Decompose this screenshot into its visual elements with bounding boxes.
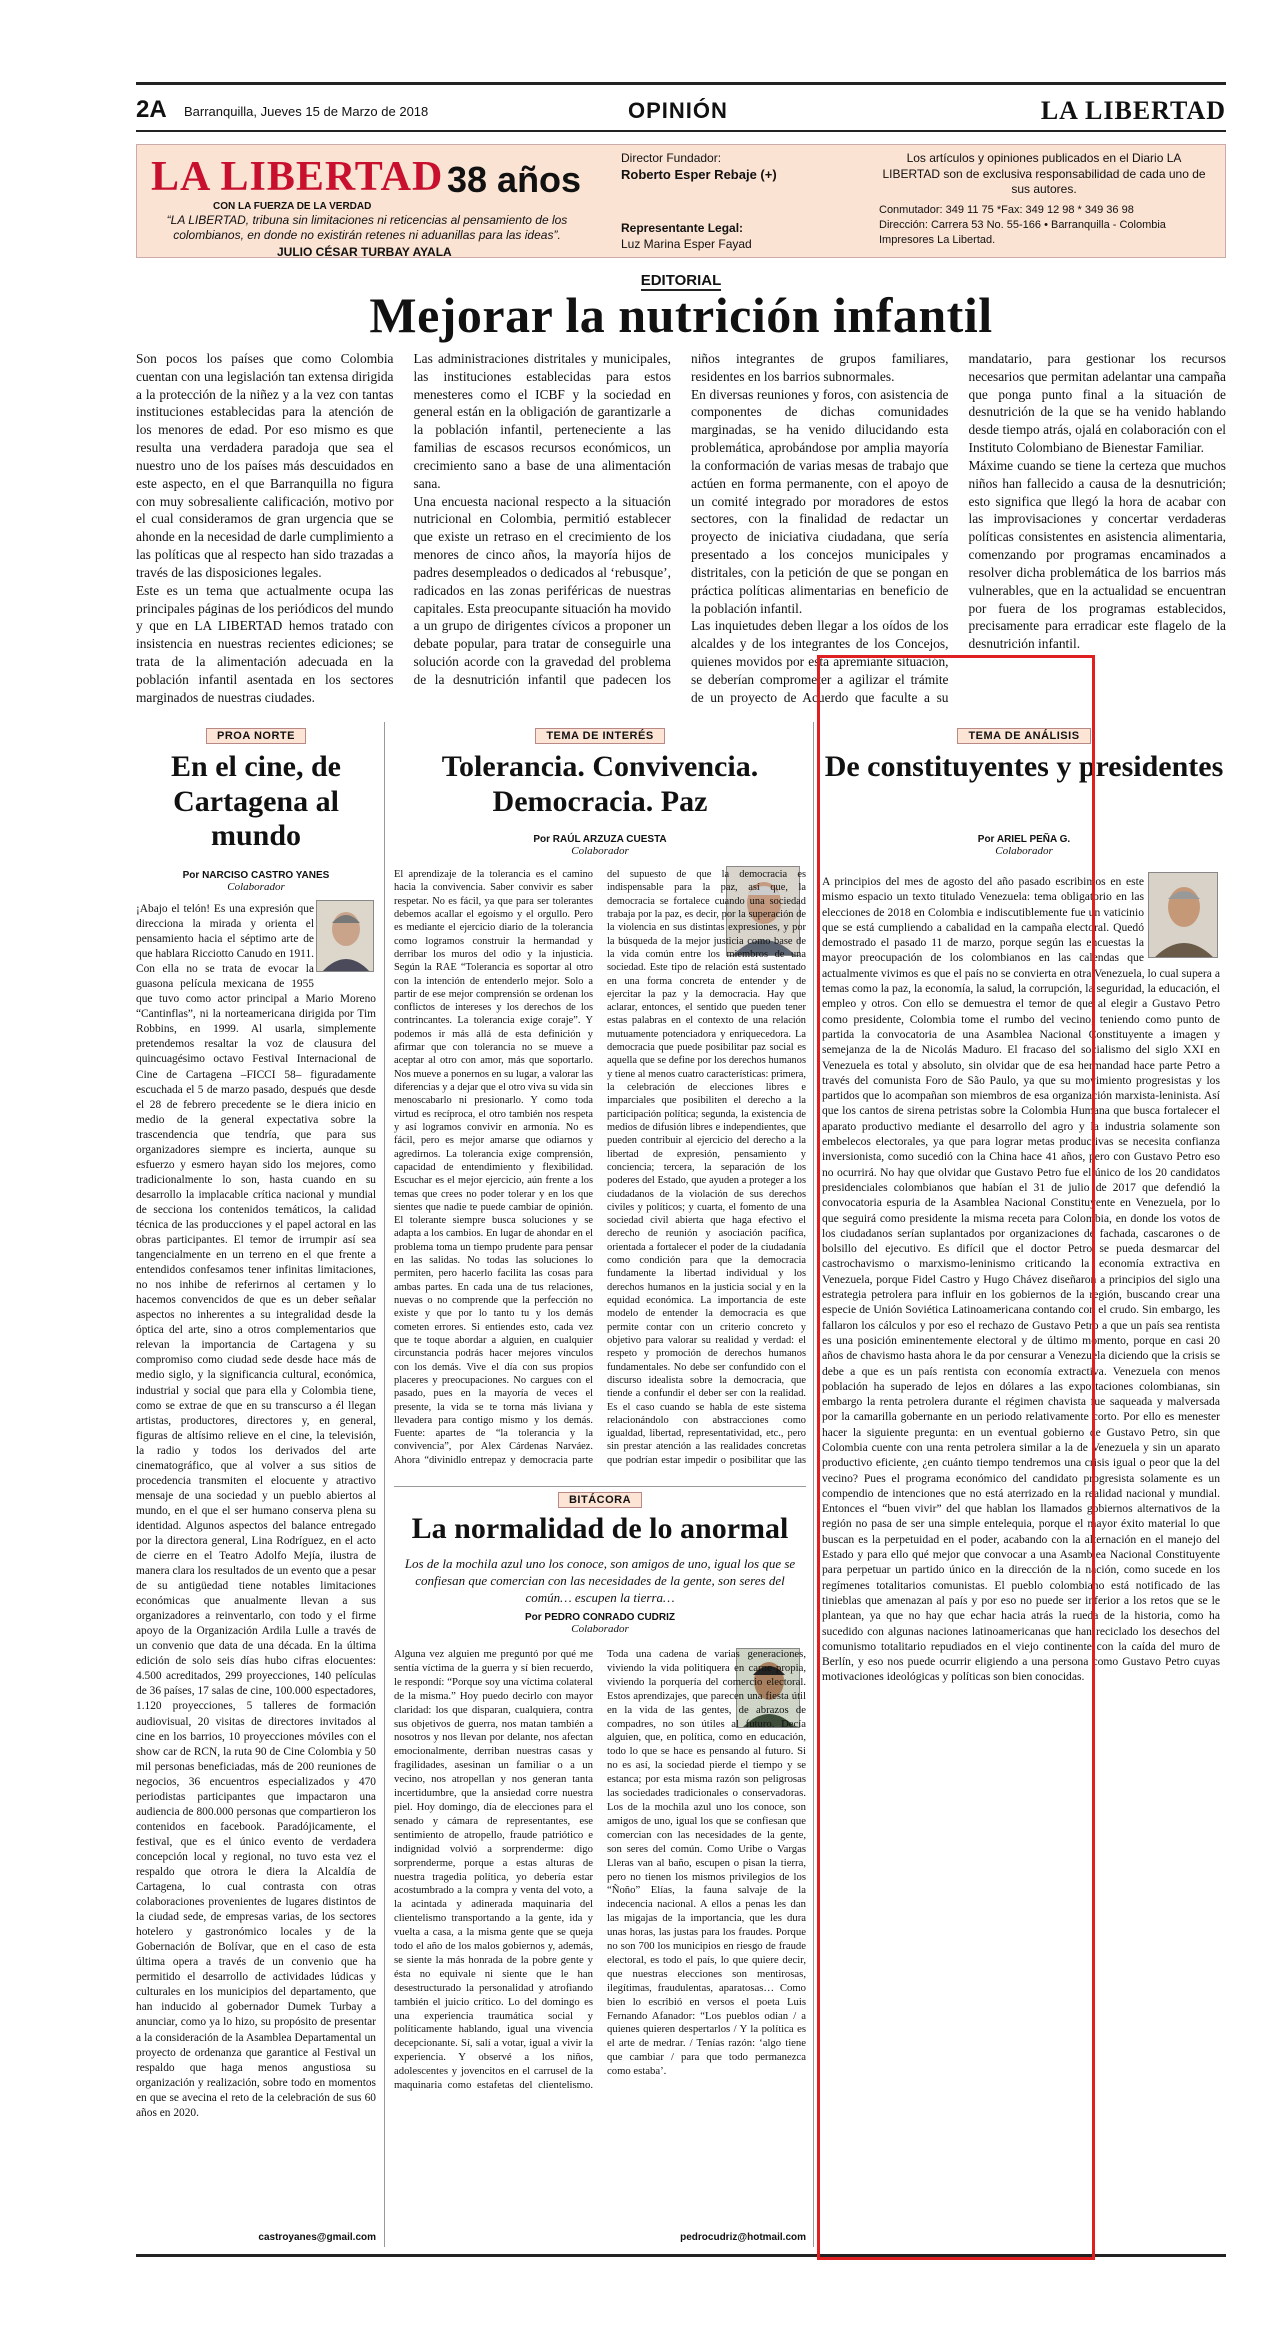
col1-email: castroyanes@gmail.com: [258, 2232, 376, 2243]
editorial-paragraph: En diversas reuniones y foros, con asistencia de componentes de dichas comunidades marginadas, se ha venido dilucidando esta problemática, aprobándose por amplia mayoría la conformación de varias mesas de trabajo que actúen en forma permanente, con el apoyo de un comité integrado por moradores de estos sectores, con la finalidad de redactar un proyecto de iniciativa ciudadana, que sería presentado a los concejos municipales y distritales, con la petición de que se pongan en práctica políticas alimentarias en beneficio de la población infantil.: [691, 386, 949, 616]
editorial-paragraph: Las administraciones distritales y municipales, las instituciones establecidas para estos menesteres como el ICBF y la sociedad en general están en la obligación de garantizarle a la población infantil, perteneciente a las familias de escasos recursos económicos, un crecimiento sano a base de una alimentación sana.: [413, 351, 671, 491]
col2-text: El aprendizaje de la tolerancia es el camino hacia la convivencia. Saber convivir es saber respetar. No es fácil, ya que para ser tolerantes debemos acallar el egoísmo y el orgullo. Pero es mediante el ejercicio diario de la tolerancia como logramos construir la hermandad y derribar los muros del odio y la injusticia. Según la RAE “Tolerancia es soportar al otro con la intención de entenderlo mejor. Solo a partir de ese mejor comprensión se ordenan los conflictos de intereses y los derechos de los contrincantes. La tolerancia exige coraje”. Y podemos ir más allá de esta definición y afirmar que con tolerancia no se mueve a aceptar al otro con amor, más que soportarlo. Nos mueve a ponernos en su lugar, a valorar las diferencias y a dejar que el otro viva su vida sin menoscabarlo ni presionarlo. Y como toda virtud es recíproca, el otro también nos respeta y así logramos convivir en armonía. No es fácil, pero es mejor amarse que odiarnos y agredirnos. La tolerancia exige comprensión, capacidad de entendimiento y flexibilidad. Escuchar es el mejor ejercicio, aún frente a los temas que crees no poder tolerar y en los que sientes que nadie te puede cambiar de opinión. El tolerante siempre busca soluciones y se adapta a los cambios. En lugar de ahondar en el problema toma un tiempo prudente para pensar en las salidas. No todas las soluciones lo permiten, pero hacerlo facilita las cosas para ambas partes. En cada una de tus relaciones, nuevas o no comprende que la perfección no existe y que por lo tanto tu y los demás cometen errores. Si entiendes esto, cada vez que te toque abordar a alguien, en cualquier circunstancia podrás hacer mejores vínculos con los demás. Vive el día con sus propios placeres y preocupaciones. No cargues con el pasado, pues en la mayoría de veces el presente, la vida se te torna más liviana y llevadera para contigo mismo y los demás. Fuente: apartes de “la tolerancia y la convivencia”, por Alex Cárdenas Narváez. Ahora “divinidlo entrepaz y democracia parte del supuesto de que la democracia es indispensable para la paz, así que, la democracia se fortalece cuando una sociedad trabaja por la paz, es decir, por la superación de la violencia en sus distintas expresiones, y por la búsqueda de la mejor justicia como base de la vida común entre los miembros de una sociedad. Este tipo de relación está sustentado en una forma concreta de entender y de ejercitar la paz y la democracia. Hay que aclarar, entonces, el sentido que pueden tener estas palabras en el contexto de una relación mutuamente potenciadora y enriquecedora. La democracia que puede posibilitar paz social es aquella que se define por los derechos humanos y tiene al menos cuatro características: primera, la celebración de elecciones libres e imparciales que posibiliten el derecho a la participación política; segunda, la existencia de medios de difusión libres e independientes, que pueden contribuir al ejercicio del derecho a la libertad de expresión, pensamiento y conciencia; tercera, la separación de los poderes del Estado, que ayuden a proteger a los ciudadanos de la violación de sus derechos civiles y políticos; y cuarta, el fomento de una sociedad civil abierta que haga efectivo el derecho de reunión y asociación pacífica, orientada a fortalecer el poder de la ciudadanía como condición para que la democracia fundamente la libertad individual y los derechos humanos en la justicia social y en la equidad económica. La importancia de este modelo de entender la democracia es que permite contar con un criterio concreto y objetivo para valorar su realidad y verdad: el respeto y promoción de derechos humanos fundamentales. No debe ser confundido con el discurso idealista sobre la democracia, que tiende a confundir el deber ser con la realidad. Es el caso cuando se habla de este sistema relacionándolo con abstracciones como igualdad, libertad, representatividad, etc., pero sin prestar atención a las realidades concretas que podrían estar impedir o posibilitar que las: [394, 869, 806, 1466]
editorial-label: EDITORIAL: [640, 272, 722, 289]
col1-role: Colaborador: [227, 881, 285, 893]
col3-body: [394, 1648, 806, 2236]
col1-author: Por NARCISO CASTRO YANES: [182, 870, 330, 881]
editorial-paragraph: Una encuesta nacional respecto a la situación nutricional en Colombia, permitió establecer que existe un retraso en el crecimiento de los menores de cinco años, la mayoría hijos de padres desempleados o dedicados al ‘rebusque’, radicados en las zonas periféricas de nuestras capitales. Esta preocupante situación ha movido a un grupo de dirigentes cívicos a proponer un debate popular, para tratar de conseguirle una solución acorde con la gravedad del problema de la desnutrición infantil que padecen los niños integrantes de grupos familiares, residentes en los barrios subnormales.: [413, 351, 949, 687]
col3-email: pedrocudriz@hotmail.com: [680, 2232, 806, 2243]
editorial-paragraph: Son pocos los países que como Colombia cuentan con una legislación tan extensa dirigida a la protección de la niñez y a la vez con tantas instituciones establecidas para la atención de los menores de edad. Por eso mismo es que resulta una verdadera paradoja que sea el nuestro uno de los países más descuidados en este aspecto, en el que Barranquilla no figura con muy sobresaliente calificación, motivo por el cual consideramos de gran urgencia que se ahonde en la necesidad de darle cumplimiento a las políticas que al respecto han sido trazadas a través de las disposiciones legales.: [136, 351, 394, 580]
representative-label: Representante Legal:: [621, 221, 744, 235]
col1-photo-space: [314, 902, 376, 980]
director-name: Roberto Esper Rebaje (+): [621, 166, 777, 182]
editorial-paragraph: Las inquietudes deben llegar a los oídos de los alcaldes y de los integrantes de los Concejos, quienes movidos por esta apremiante situación, se deberían comprometer a agilizar el trámite de un proyecto de Acuerdo que faculte a su mandatario, para gestionar los recursos necesarios que permitan adelantar una campaña que ponga punto final a la situación de desnutrición de la que se ha venido hablando desde tiempo atrás, ojalá en colaboración con el Instituto Colombiano de Bienestar Familiar.: [691, 351, 1226, 705]
masthead-tagline: CON LA FUERZA DE LA VERDAD: [213, 201, 372, 212]
col2-label-wrap: [394, 728, 806, 744]
col4-role: Colaborador: [995, 845, 1053, 857]
masthead: [136, 144, 1226, 258]
col2-byline: [394, 834, 806, 857]
page-header: [136, 96, 1226, 126]
editorial-title: Mejorar la nutrición infantil: [369, 287, 993, 343]
director-label: Director Fundador:: [621, 151, 722, 165]
column-rule: [384, 722, 385, 2247]
col1-byline: [136, 870, 376, 893]
director-block: [621, 151, 777, 183]
editorial-paragraph: Este es un tema que actualmente ocupa las principales páginas de los periódicos del mundo y que en LA LIBERTAD hemos tratado con insistencia en nuestras recientes ediciones; se trata de la alimentación adecuada en la población infantil asentada en los sectores marginados de nuestras ciudades.: [136, 582, 394, 705]
col2-author: Por RAÚL ARZUZA CUESTA: [533, 834, 667, 845]
contact-block: [879, 203, 1219, 248]
col3-label: BITÁCORA: [558, 1492, 642, 1508]
address-line: Dirección: Carrera 53 No. 55-166 • Barranquilla - Colombia: [879, 218, 1166, 231]
highlight-box: [817, 655, 1095, 2260]
col3-role: Colaborador: [571, 1623, 629, 1635]
brand-name: LA LIBERTAD: [1040, 96, 1226, 125]
top-rule: [136, 82, 1226, 85]
col3-label-wrap: [394, 1492, 806, 1508]
col4-author: Por ARIEL PEÑA G.: [977, 834, 1071, 845]
col4-text: A principios del mes de agosto del año pasado escribimos en este mismo espacio un texto titulado Venezuela: tema obligatorio en las elecciones de 2018 en Colombia e indiscutiblemente fue un vaticinio que se está cumpliendo a cabalidad en la campaña electoral. Quedó demostrado el pasado 11 de marzo, porque según las encuestas la mayor preocupación de los colombianos en las calendas que actualmente vivimos es que el país no se convierta en otra Venezuela, lo cual supera a temas como la paz, la economía, la salud, la corrupción, la seguridad, la educación, el empleo y otros. Con ello se demuestra el temor de que al elegir a Gustavo Petro como presidente, Colombia tome el rumbo del vecino, teniendo como punto de partida la convocatoria de una Asamblea Nacional Constituyente a imagen y semejanza de la de Nicolás Maduro. El fracaso del socialismo del siglo XXI en Venezuela es total y absoluto, sin olvidar que de esa hermandad hace parte Petro a través del comunista Foro de São Paulo, ya que su movimiento progresistas y los partidos que lo acompañan son miembros de esa organización marxista-leninista. Así que los cantos de sirena petristas sobre la Colombia Humana que busca fortalecer el aparato productivo mediante el desarrollo del agro y la industria solamente son embelecos electorales, ya que para lograr metas productivas se necesita confianza inversionista, como sucedió con la China hace 41 años, pero con Gustavo Petro eso no ocurrirá. No hay que olvidar que Gustavo Petro fue el único de los 20 candidatos presidenciales colombianos que habían el 31 de julio de 2017 que defendió la convocatoria espuria de la Asamblea Nacional Constituyente en Venezuela, por lo que seguirá como presidente la misma receta para Colombia, en donde los votos de los ciudadanos serían suplantados por organizaciones de fachada, cascarones o de bolsillo del ejecutivo. Es difícil que el doctor Petro se pueda desmarcar del castrochavismo o marxismo-leninismo criticando la economía extractiva en Venezuela, porque Fidel Castro y Hugo Chávez diseñaron a principios del siglo una estrategia petrolera para influir en los gobiernos de la región, buscando crear una especie de Unión Soviética Latinoamericana contando con el crudo. Sin embargo, les fallaron los cálculos y por eso el rechazo de Gustavo Petro a que un país sea rentista es una posición eminentemente electoral y de último momento, porque en casi 20 años de chavismo hasta ahora le da por censurar a Venezuela diciendo que la crisis se debe a que es un país rentista con economía extractiva. Venezuela con menos población ha superado de lejos en dólares a las exportaciones colombianas, sin embargo la renta petrolera durante el régimen chavista fue saqueada y malversada por la camarilla gobernante en un periodo relativamente corto. Por ello es menester hacer la siguiente pregunta: en un eventual gobierno de Gustavo Petro, sin que Colombia cuente con una renta petrolera similar a la de Venezuela y sin un aparato productivo eficiente, ¿en cuánto tiempo tendremos una crisis igual o peor que la del vecino? Pues el programa económico del candidato progresista solamente es un compendio de intenciones que no está aterrizado en la realidad nacional y mundial. Entonces el “buen vivir” del que hablan los llamados gobiernos alternativos de la región no pasa de ser una simple entelequia, porque el mayor éxito material lo que buscan es la perpetuidad en el poder, acabando con la alternación en el manejo del Estado y para ello qué mejor que convocar a una Asamblea Nacional Constituyente para perpetuar un partido único en la dirección de la nación, como sucede en los regímenes totalitarios comunistas. El pueblo colombiano está notificado de las tinieblas que amenazan al país y por eso no puede ser inferior a los retos que se le plantean, ya que no hay que echar hacia atrás la rueda de la historia, como ha sucedido con algunas naciones latinoamericanas que han reciclado los desechos del comunismo totalitario repudiados en el viejo continente con la caída del muro de Berlín, y eso nos puede ocurrir eligiendo a una persona como Gustavo Petro cuyas motivaciones ideológicas y políticas son bien conocidas.: [822, 875, 1220, 1684]
col2-role: Colaborador: [571, 845, 629, 857]
column-rule: [813, 722, 814, 2247]
col1-body: [136, 902, 376, 2222]
disclaimer: Los artículos y opiniones publicados en el Diario LA LIBERTAD son de exclusiva responsabilidad de cada uno de sus autores.: [882, 151, 1206, 197]
page-number: 2A: [136, 96, 167, 123]
col1-label: PROA NORTE: [206, 728, 306, 744]
col1-title: En el cine, de Cartagena al mundo: [171, 750, 341, 852]
phone-line: Conmutador: 349 11 75 *Fax: 349 12 98 * 349 36 98: [879, 204, 1134, 216]
representative-name: Luz Marina Esper Fayad: [621, 236, 752, 251]
editorial-paragraph: Máxime cuando se tiene la certeza que muchos niños han fallecido a causa de la desnutrición; esto significa que llegó la hora de acabar con las improvisaciones y concertar verdaderas políticas consistentes en asistencia alimentaria, comenzando por programas encaminados a resolver dicha problemática de los barrios más vulnerables, que en la actualidad se encuentran por fuera de los programas establecidos, precisamente para erradicar este flagelo de la desnutrición infantil.: [968, 457, 1226, 652]
col2-body: [394, 868, 806, 1480]
anniversary-years: 38 años: [447, 159, 582, 200]
header-rule: [136, 130, 1226, 132]
col3-text: Alguna vez alguien me preguntó por qué me sentía víctima de la guerra y sí bien recuerdo, le respondí: “Porque soy una víctima colateral de la misma.” Hoy puedo decirlo con mayor claridad: los que disparan, cualquiera, contra sus objetivos de guerra, nos matan también a nosotros y nos llevan por delante, nos afectan emocionalmente, derriban nuestras casas y fragilidades, asesinan un familiar o a un vecino, nos atropellan y nos generan tanta incertidumbre, que la ansiedad corre nuestra piel. Hoy domingo, día de elecciones para el senado y cámara de representantes, ese sentimiento de atropello, fraude patriótico e indignidad volvió a sorprenderme: digo sorprenderme, porque a estas alturas de nuestra tragedia política, yo debería estar acostumbrado a la compra y venta del voto, a la acintada y adinerada maquinaria del clientelismo transportando a la gente, ida y vuelta a casa, a la misma gente que se queja todo el año de los malos gobiernos y, además, se siente la más honrada de la pobre gente y ésta no equivale ni siente que le han desestructurado la personalidad y atrofiando también el juicio crítico. Lo del domingo es una experiencia traumática social y políticamente hablando, igual una vivencia decepcionante. Sí, salí a votar, igual a vivir la experiencia. Y observé a los niños, adolescentes y jovencitos en el carrusel de la maquinaria como estafetas del clientelismo. Toda una cadena de varias generaciones, viviendo la vida politiquera en carne propia, viviendo la porquería del comercio electoral. Estos aprendizajes, que parecen una fiesta útil en la vida de las gentes, de abrazos de compadres, no son útiles al futuro. Decía alguien, que, en política, como en educación, todo lo que se hace es pensando al futuro. Si no es así, la sociedad pierde el tiempo y se estanca; por esta misma razón son peligrosas las sociedades tradicionales o conservadoras. Los de la mochila azul uno los conoce, son amigos de uno, igual los que se confiesan que comercian con las necesidades de la gente, son seres del común. Como Uribe o Vargas Lleras van al baño, escupen o pisan la tierra, pero no tienen los mismos privilegios de los “Ñoño” Elías, la fauna salvaje de la indecencia nacional. A ellos a penas les dan las migajas de la importancia, que les dura unas horas, las justas para los fraudes. Porque no son 700 los municipios en riesgo de fraude electoral, es todo el país, lo que quiere decir, que nuestras elecciones son mentirosas, ilegítimas, fraudulentas, aparatosas… Como bien lo escribió en versos el poeta Luis Fernando Afanador: “Los pueblos odian / a quienes quieren despertarlos / Y la política es el arte de medrar. / Tenías razón: ‘algo tiene que cambiar / para que todo permanezca como estaba’.: [394, 1648, 806, 2092]
printer-line: Impresores La Libertad.: [879, 233, 996, 246]
quote-author: JULIO CÉSAR TURBAY AYALA: [277, 245, 452, 259]
col4-label: TEMA DE ANÁLISIS: [957, 728, 1090, 744]
col2-label: TEMA DE INTERÉS: [535, 728, 664, 744]
col2-title: Tolerancia. Convivencia. Democracia. Paz: [441, 750, 759, 818]
col3-deck: Los de la mochila azul uno los conoce, son amigos de uno, igual los que se confiesan que comercian con las necesidades de la gente, son seres del común… escupen la tierra…: [404, 1556, 796, 1605]
col3-author: Por PEDRO CONRADO CUDRIZ: [524, 1612, 675, 1623]
col1-text: ¡Abajo el telón! Es una expresión que direcciona la mirada y orienta el pensamiento hacia el séptimo arte de que hablara Ricciotto Canudo en 1911. Con ella no se trata de evocar la guasona película mexicana de 1955 que tuvo como actor principal a Mario Moreno “Cantinflas”, ni la norteamericana dirigida por Tim Robbins, en 1999. Al usarla, simplemente pretendemos resaltar la voz de clausura del quincuagésimo octavo Festival Internacional de Cine de Cartagena –FICCI 58– figuradamente escuchada el 5 de marzo pasado, después que desde el 28 de febrero precedente se le diera inicio en medio de la general expectativa sobre la trascendencia que tendría, que para sus organizadores siempre es incierta, aunque su esfuerzo y esmero hayan sido los mejores, como tradicionalmente lo son, hasta cuando en su desarrollo la implacable crítica nacional y mundial de secciona los contenidos temáticos, la calidad técnica de las producciones y el papel actoral en las obras participantes. El temor de irrumpir así sea tangencialmente en un terreno en el que frente a entendidos confesamos tener infinitas limitaciones, no nos inhibe de referirnos al certamen y lo hacemos convencidos de que es un deber señalar aspectos no inherentes a su integralidad desde la óptica del arte, sino a otros complementarios que relevan la importancia de Cartagena y su compromiso como ciudad sede desde hace más de medio siglo, y la significancia cultural, económica, industrial y social que para ella y Colombia tiene, como se extrae de que en su transcurso a él llegan artistas, productores, directores y, en general, figuras de altísimo relieve en el cine, la televisión, la radio y todos los derivados del arte cinematográfico, que al volver a sus sitios de procedencia transmiten el elocuente y atractivo mensaje de una sociedad y un pueblo abiertos al mundo, en el que el ser humano conserva plena su identidad. Algunos aspectos del balance entregado por la directora general, Lina Rodríguez, en el acto de cierre en el Teatro Adolfo Mejía, ilustra de manera clara los resultados de un evento que a pesar de su antigüedad tiene notables limitaciones económicas que anualmente llevan a sus organizadores a reinventarlo, con todo y el firme apoyo de la Organización Ardila Lulle a través de un convenio que data de una década. En la última edición de solo seis días hubo cifras elocuentes: 4.500 acreditados, 299 proyecciones, 140 películas de 36 países, 17 salas de cine, 100.000 espectadores, 1.120 proyecciones, 5 talleres de formación audiovisual, 20 visitas de directores invitados al cine en los barrios, 10 proyecciones móviles con el show car de RCN, la ruta 90 de Cine Colombia y 50 mil personas beneficiadas, más de 200 reuniones de negocios, 36 encuentros especializados y 470 periodistas participantes que impactaron una audiencia de 800.000 personas que compartieron los contenidos en facebook. Paradójicamente, el festival, que es el único evento de verdadera concepción local y regional, no tuvo esta vez el respaldo que otrora le diera la Alcaldía de Cartagena, lo cual contrasta con otras colaboraciones provenientes de lugares distintos de la ciudad sede, de empresas varias, de los sectores hotelero y gastronómico locales y de la Gobernación de Bolívar, que en el caso de esta última opera a través de un convenio que ha permitido el desarrollo de actividades lúdicas y culturales en los municipios del departamento, que han inducido al gobernador Dumek Turbay a anunciar, como ya lo hizo, su propósito de presentar a la consideración de la Asamblea Departamental un proyecto de ordenanza que garantice al Festival un respaldo que haga menos angustiosa su organización y realización, sobre todo en momentos en que se avecina el reto de la celebración de sus 60 años en 2020.: [136, 903, 376, 2119]
col3-title: La normalidad de lo anormal: [411, 1512, 789, 1545]
section-rule: [394, 1486, 806, 1487]
col4-photo-space: [1144, 874, 1220, 964]
section-name: OPINIÓN: [628, 98, 728, 123]
col3-byline: [394, 1612, 806, 1635]
masthead-quote: “LA LIBERTAD, tribuna sin limitaciones ni reticencias al pensamiento de los colombianos, en donde no existirán retenes ni aduanillas para las ideas”.: [166, 213, 568, 242]
masthead-logo: LA LIBERTAD: [151, 154, 444, 200]
page-date: Barranquilla, Jueves 15 de Marzo de 2018: [184, 104, 429, 119]
col4-title: De constituyentes y presidentes: [824, 750, 1224, 783]
col1-label-wrap: [136, 728, 376, 744]
representative-block: [621, 221, 752, 252]
